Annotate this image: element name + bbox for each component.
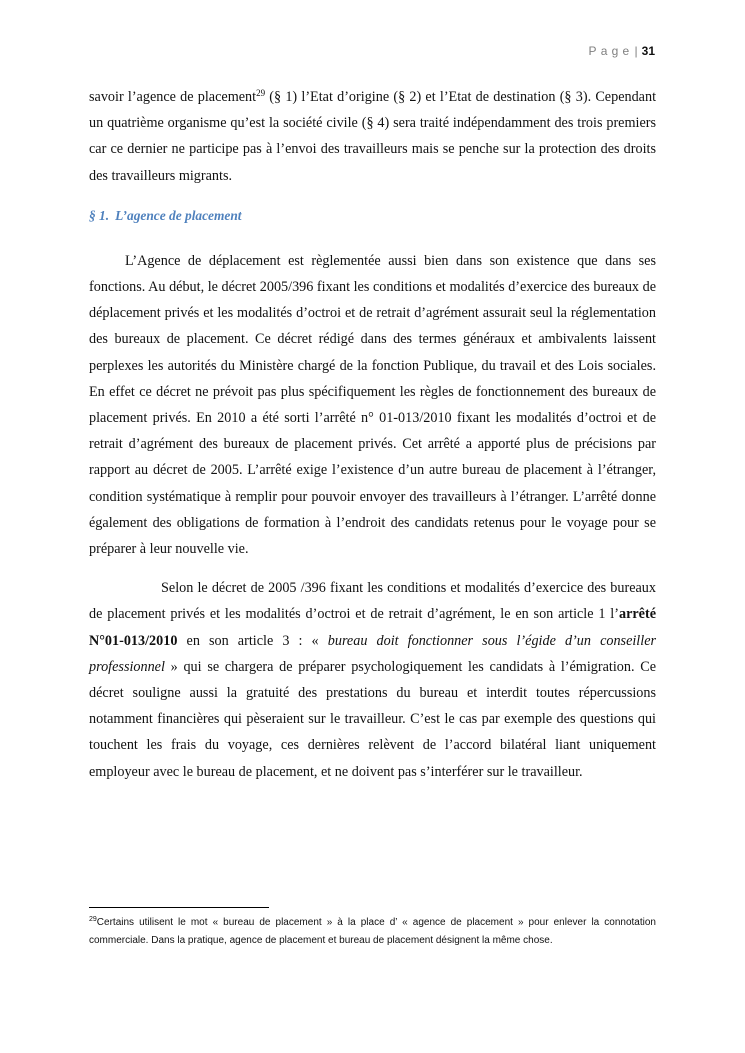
- page-body: [89, 84, 656, 785]
- page-header: [589, 44, 656, 58]
- section-title: L’agence de placement: [115, 207, 242, 223]
- paragraph-decree-text-1: Selon le décret de 2005 /396 fixant les conditions et modalités d’exercice des bureaux de placement privés et les modalités d’octroi et de retrait d’agrément, le en son article 1 l’: [89, 580, 656, 623]
- footnote-divider: [89, 907, 269, 908]
- section-heading: [89, 203, 656, 229]
- decree-reference-bold: arrêté N°01-013/2010: [89, 606, 656, 649]
- footnote-number: 29: [89, 916, 97, 923]
- paragraph-decree-text-2: en son article 3 : «: [177, 632, 328, 649]
- paragraph-intro-text-start: savoir l’agence de placement: [89, 89, 257, 105]
- paragraph-decree: [89, 575, 656, 785]
- paragraph-agency: L’Agence de déplacement est règlementée aussi bien dans son existence que dans ses fonctions. Au début, le décret 2005/396 fixant les conditions et modalités d’exercice des bureaux de déplacement privés et les modalités d’octroi et de retrait d’agrément assurait seul la réglementation des bureaux de placement. Ce décret rédigé dans des termes généraux et ambivalents laissent perplexes les autorités du Ministère chargé de la fonction Publique, du travail et des Lois sociales. En effet ce décret ne prévoit pas plus spécifiquement les règles de fonctionnement des bureaux de placement privés. En 2010 a été sorti l’arrêté n° 01-013/2010 fixant les modalités d’octroi et de retrait d’agrément des bureaux de placement privés. Cet arrêté a apporté plus de précisions par rapport au décret de 2005. L’arrêté exige l’existence d’un autre bureau de placement à l’étranger, condition systématique à remplir pour pouvoir envoyer des travailleurs à l’étranger. L’arrêté donne également des obligations de formation à l’endroit des candidats retenus pour le voyage pour se préparer à leur nouvelle vie.: [89, 252, 656, 558]
- paragraph-intro: [89, 84, 656, 189]
- section-number: § 1.: [89, 207, 110, 223]
- page-label: Page: [588, 44, 634, 58]
- paragraph-decree-text-3: » qui se chargera de préparer psychologiquement les candidats à l’émigration. Ce décret souligne aussi la gratuité des prestations du bureau et interdit toutes répercussions notamment financières qui pèseraient sur le travailleur. C’est le cas par exemple des questions qui touchent les frais du voyage, ces dernières relèvent de l’accord bilatéral liant uniquement employeur avec le bureau de placement, et ne doivent pas s’interférer sur le travailleur.: [89, 658, 656, 780]
- page-separator: |: [634, 44, 638, 58]
- footnote: [89, 914, 656, 950]
- page-number: 31: [641, 44, 655, 58]
- paragraph-intro-text-end: (§ 1) l’Etat d’origine (§ 2) et l’Etat de destination (§ 3). Cependant un quatrième organisme qu’est la société civile (§ 4) sera traité indépendamment des trois premiers car ce dernier ne participe pas à l’envoi des travailleurs mais se penche sur la protection des droits des travailleurs migrants.: [89, 89, 657, 184]
- quoted-article: bureau doit fonctionner sous l’égide d’un conseiller professionnel: [89, 632, 657, 675]
- footnote-text: Certains utilisent le mot « bureau de placement » à la place d’ « agence de placement » pour enlever la connotation commerciale. Dans la pratique, agence de placement et bureau de placement désignent la même chose.: [89, 917, 656, 946]
- footnote-reference: 29: [256, 88, 266, 98]
